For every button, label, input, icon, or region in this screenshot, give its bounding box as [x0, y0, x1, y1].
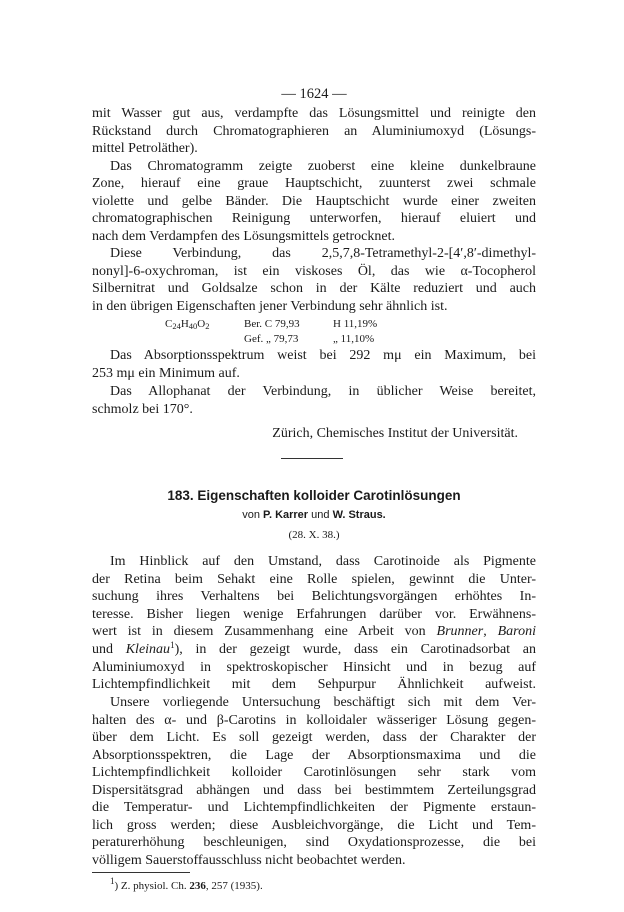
subscript: 40	[188, 321, 198, 331]
text-line: lich gross werden; diese Ausbleichvorgänge, die Licht und Tem-	[92, 818, 536, 833]
text-run: 236	[189, 880, 206, 892]
text-line: teresse. Bisher liegen wenige Erfahrungen darüber vor. Erwähnens-	[92, 607, 536, 622]
article-title: 183. Eigenschaften kolloider Carotinlösungen	[167, 488, 461, 503]
footnote-marker: 1	[170, 640, 175, 650]
text-line: Das Absorptionsspektrum weist bei 292 mμ ein Maximum, bei	[110, 348, 536, 363]
text-line: nonyl]-6-oxychroman, ist ein viskoses Öl, das wie α-Tocopherol	[92, 264, 536, 279]
text-line: mittel Petroläther).	[92, 141, 198, 156]
analysis-calculated-h: H 11,19%	[333, 318, 378, 330]
text-line: über dem Licht. Es soll gezeigt werden, dass der Charakter der	[92, 730, 536, 745]
text-line: Im Hinblick auf den Umstand, dass Carotinoide als Pigmente	[110, 554, 536, 569]
text-line: Aluminiumoxyd in spektroskopischer Hinsicht und in bezug auf	[92, 660, 536, 675]
text-line: mit Wasser gut aus, verdampfte das Lösungsmittel und reinigte den	[92, 106, 536, 121]
text-line: Diese Verbindung, das 2,5,7,8-Tetramethyl-2-[4′,8′-dimethyl-	[110, 246, 536, 261]
section-divider	[281, 458, 343, 459]
text-run: W. Straus.	[332, 509, 386, 521]
text-line: schmolz bei 170°.	[92, 402, 193, 417]
footnote	[110, 878, 263, 895]
article-date: (28. X. 38.)	[288, 529, 340, 541]
text-run: ,	[483, 624, 498, 639]
text-line: Zone, hierauf eine graue Hauptschicht, zuunterst zwei schmale	[92, 176, 536, 191]
text-line: Unsere vorliegende Untersuchung beschäftigt sich mit dem Ver-	[110, 695, 536, 710]
text-run: und	[92, 642, 126, 657]
article-authors	[92, 507, 536, 524]
text-run: wert ist in diesem Zusammenhang eine Arbeit von	[92, 624, 437, 639]
footnote-marker: 1	[110, 876, 115, 886]
text-run: Brunner	[436, 624, 484, 639]
subscript: 2	[205, 321, 210, 331]
text-run: , 257 (1935).	[205, 880, 263, 892]
text-line: violette und gelbe Bänder. Die Hauptschicht wurde einer zweiten	[92, 194, 536, 209]
text-line: Dispersitätsgrad abhängen und dass bei bestimmtem Zerteilungsgrad	[92, 783, 536, 798]
text-line: suchung ihres Verhaltens bei Belichtungsvorgängen erhöhtes In-	[92, 589, 536, 604]
text-line: in den übrigen Eigenschaften jener Verbindung sehr ähnlich ist.	[92, 299, 448, 314]
subscript: 24	[172, 321, 181, 331]
institution-signature: Zürich, Chemisches Institut der Universität.	[272, 426, 518, 441]
text-run: und	[308, 509, 333, 521]
text-run: Baroni	[497, 624, 536, 639]
text-line	[92, 641, 536, 658]
text-line: Silbernitrat und Goldsalze schon in der Kälte reduziert und auch	[92, 281, 536, 296]
text-line	[92, 623, 536, 640]
text-run: ) Z. physiol. Ch.	[114, 880, 190, 892]
text-run: O	[197, 318, 206, 330]
text-line: nach dem Verdampfen des Lösungsmittels getrocknet.	[92, 229, 395, 244]
text-line: völligem Sauerstoffausschluss nicht beobachtet werden.	[92, 853, 406, 868]
text-line: 253 mμ ein Minimum auf.	[92, 366, 240, 381]
text-line: der Retina beim Sehakt eine Rolle spielen, gewinnt die Unter-	[92, 572, 536, 587]
text-line: Lichtempfindlichkeit kolloider Carotinlösungen sehr stark vom	[92, 765, 536, 780]
footnote-rule	[92, 872, 190, 873]
text-line: Rückstand durch Chromatographieren an Aluminiumoxyd (Lösungs-	[92, 124, 536, 139]
text-line: Das Allophanat der Verbindung, in üblicher Weise bereitet,	[110, 384, 536, 399]
text-line: chromatographischen Reinigung unterworfen, hierauf eluiert und	[92, 211, 536, 226]
analysis-calculated-c: Ber. C 79,93	[244, 318, 300, 330]
text-run: H	[180, 318, 189, 330]
page-number: — 1624 —	[281, 86, 347, 102]
text-run: P. Karrer	[263, 509, 309, 521]
text-line: die Temperatur- und Lichtempfindlichkeiten der Pigmente erstaun-	[92, 800, 536, 815]
text-line: peraturerhöhung beschleunigen, sind Oxydationsprozesse, die bei	[92, 835, 536, 850]
text-line: Absorptionsspektren, die Lage der Absorptionsmaxima und die	[92, 748, 536, 763]
text-line: Lichtempfindlichkeit mit dem Sehpurpur Ähnlichkeit aufweist.	[92, 677, 536, 692]
analysis-found-h: „ 11,10%	[333, 333, 375, 345]
analysis-found-c: Gef. „ 79,73	[244, 333, 299, 345]
text-line: Das Chromatogramm zeigte zuoberst eine kleine dunkelbraune	[110, 159, 536, 174]
text-run: C	[165, 318, 173, 330]
molecular-formula	[165, 316, 210, 333]
text-run: Kleinau	[125, 642, 171, 657]
text-line: halten des α- und β-Carotins in kolloidaler wässeriger Lösung gegen-	[92, 713, 536, 728]
text-run: ), in der gezeigt wurde, dass ein Carotinadsorbat an	[174, 642, 536, 657]
text-run: von	[242, 509, 264, 521]
